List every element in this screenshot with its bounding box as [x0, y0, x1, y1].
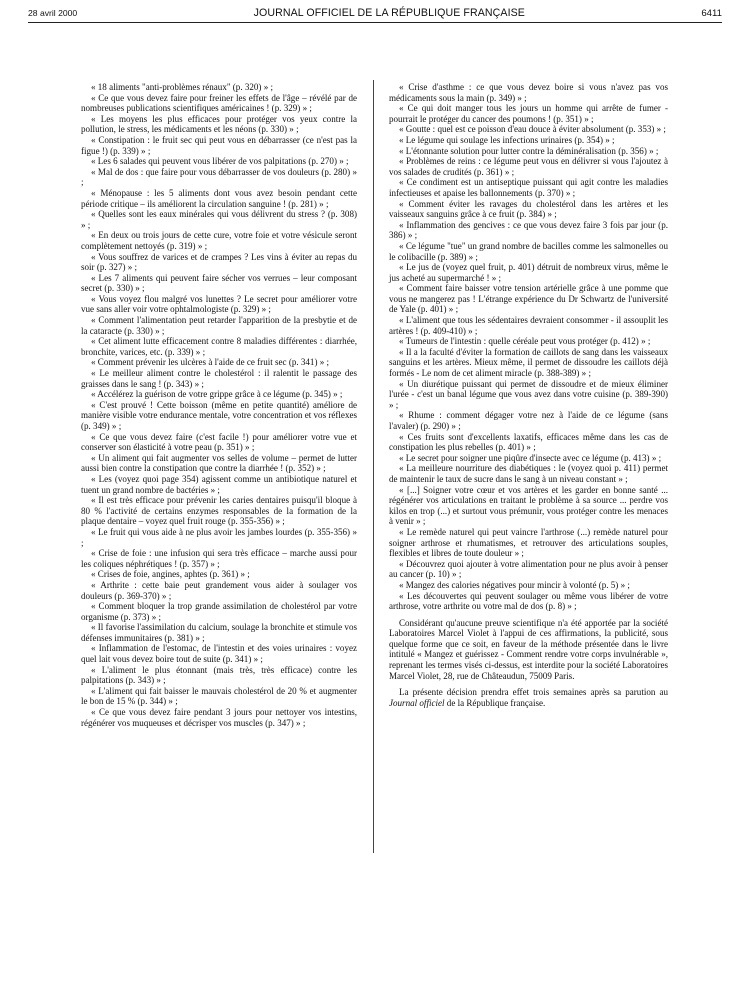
list-item: « Goutte : quel est ce poisson d'eau douce à éviter absolument (p. 353) » ;: [399, 124, 666, 135]
list-item: « Crise d'asthme : ce que vous devez boire si vous n'avez pas vos médicaments sous la main (p. 349) » ;: [389, 82, 668, 103]
list-item: « L'aliment qui fait baisser le mauvais cholestérol de 20 % et augmenter le bon de 15 % (p. 344) » ;: [81, 685, 357, 707]
journal-title: JOURNAL OFFICIEL DE LA RÉPUBLIQUE FRANÇAISE: [253, 7, 525, 19]
list-item: « Le meilleur aliment contre le cholestérol : il ralentit le passage des graisses dans le sang ! (p. 343) » ;: [81, 368, 357, 389]
list-item: « Comment faire baisser votre tension artérielle grâce à une pomme que vous ne mangerez pas ! L'étrange expérience du Dr Schwartz de l'université de Yale (p. 401) » ;: [389, 283, 668, 315]
list-item: « Ce condiment est un antiseptique puissant qui agit contre les maladies infectieuses et apaise les ballonnements (p. 370) » ;: [389, 177, 668, 198]
list-item: « Vous voyez flou malgré vos lunettes ? Le secret pour améliorer votre vue sans aller voir votre ophtalmologiste (p. 329) » ;: [81, 293, 357, 315]
list-item: « En deux ou trois jours de cette cure, votre foie et votre vésicule seront complètement nettoyés (p. 319) » ;: [81, 230, 357, 251]
list-item: « Le fruit qui vous aide à ne plus avoir les jambes lourdes (p. 355-356) » ;: [81, 526, 357, 548]
list-item: « Un aliment qui fait augmenter vos selles de volume – permet de lutter aussi bien contre la constipation que contre la diarrhée ! (p. 352) » ;: [81, 452, 357, 474]
list-item: « Ce légume "tue" un grand nombre de bacilles comme les salmonelles ou le colibacille (p. 389) » ;: [389, 240, 668, 262]
list-item: « Un diurétique puissant qui permet de dissoudre et de mieux éliminer l'urée - c'est un banal légume que vous avez dans votre cuisine (p. 389-390) » ;: [389, 378, 668, 410]
header-date: 28 avril 2000: [28, 8, 78, 18]
list-item: « C'est prouvé ! Cette boisson (même en petite quantité) améliore de manière visible votre endurance mentale, votre concentration et vos réflexes (p. 349) » ;: [81, 399, 357, 431]
list-item: « La meilleure nourriture des diabétiques : le (voyez quoi p. 411) permet de maintenir le taux de sucre dans le sang à un niveau constant » ;: [389, 463, 668, 484]
list-item: « Mal de dos : que faire pour vous débarrasser de vos douleurs (p. 280) » ;: [81, 166, 357, 188]
list-item: « Il favorise l'assimilation du calcium, soulage la bronchite et stimule vos défenses immunitaires (p. 381) » ;: [81, 622, 357, 643]
list-item: « Ce qui doit manger tous les jours un homme qui arrête de fumer - pourrait le protéger du cancer des poumons ! (p. 351) » ;: [389, 103, 668, 124]
list-item: « Les (voyez quoi page 354) agissent comme un antibiotique naturel et tuent un grand nombre de bactéries » ;: [81, 473, 357, 495]
list-item: « Ce que vous devez faire pour freiner les effets de l'âge – révélé par de nombreuses publications scientifiques américaines ! (p. 329) » ;: [81, 92, 357, 114]
list-item: « Découvrez quoi ajouter à votre alimentation pour ne plus avoir à penser au cancer (p. 10) » ;: [389, 558, 668, 580]
list-item: « Le légume qui soulage les infections urinaires (p. 354) » ;: [399, 134, 615, 145]
list-item: « Cet aliment lutte efficacement contre 8 maladies différentes : diarrhée, bronchite, varices, etc. (p. 339) » ;: [81, 336, 357, 357]
list-item: « Il a la faculté d'éviter la formation de caillots de sang dans les vaisseaux sanguins et les artères. Mieux même, il permet de dissoudre les caillots déjà formés - Le nom de cet aliment miracle (p. 388-389) » ;: [389, 346, 668, 379]
list-item: « Ménopause : les 5 aliments dont vous avez besoin pendant cette période critique – ils améliorent la circulation sanguine ! (p. 281) » ;: [81, 187, 357, 209]
list-item: « Comment bloquer la trop grande assimilation de cholestérol par votre organisme (p. 373) » ;: [81, 601, 357, 622]
list-item: « Les moyens les plus efficaces pour protéger vos yeux contre la pollution, le stress, les médicaments et les néons (p. 330) » ;: [81, 113, 357, 135]
column-divider: [373, 80, 374, 853]
list-item: « Arthrite : cette baie peut grandement vous aider à soulager vos douleurs (p. 369-370) » ;: [81, 579, 357, 601]
list-item: « Problèmes de reins : ce légume peut vous en délivrer si vous l'ajoutez à vos salades de crudités (p. 361) » ;: [389, 156, 668, 177]
list-item: « Comment éviter les ravages du cholestérol dans les artères et les vaisseaux sanguins grâce à ce fruit (p. 384) » ;: [389, 198, 668, 220]
list-item: « Tumeurs de l'intestin : quelle céréale peut vous protéger (p. 412) » ;: [399, 336, 651, 347]
list-item: « Accélérez la guérison de votre grippe grâce à ce légume (p. 345) » ;: [91, 389, 343, 400]
list-item: « Les 7 aliments qui peuvent faire sécher vos verrues – leur composant secret (p. 330) » ;: [81, 272, 357, 294]
list-item: « Comment prévenir les ulcères à l'aide de ce fruit sec (p. 341) » ;: [91, 357, 330, 368]
list-item: « Constipation : le fruit sec qui peut vous en débarrasser (ce n'est pas la figue !) (p. 339) » ;: [81, 134, 357, 156]
list-item: « L'étonnante solution pour lutter contre la déminéralisation (p. 356) » ;: [399, 145, 659, 156]
list-item: « Rhume : comment dégager votre nez à l'aide de ce légume (sans l'avaler) (p. 290) » ;: [389, 410, 668, 431]
list-item: « Le remède naturel qui peut vaincre l'arthrose (...) remède naturel pour soigner arthrose et rhumatismes, et retrouver des articulations souples, flexibles et libres de toute douleur » ;: [389, 526, 668, 559]
list-item: « Comment l'alimentation peut retarder l'apparition de la presbytie et de la cataracte (p. 330) » ;: [81, 315, 357, 336]
list-item: « L'aliment que tous les sédentaires devraient consommer - il assouplit les artères ! (p. 409-410) » ;: [389, 315, 668, 336]
list-item: « Ce que vous devez faire (c'est facile !) pour améliorer votre vue et conserver son élasticité à votre peau (p. 351) » ;: [81, 431, 357, 453]
list-item: « Vous souffrez de varices et de crampes ? Les vins à éviter au repas du soir (p. 327) » ;: [81, 251, 357, 273]
list-item: « Crises de foie, angines, aphtes (p. 361) » ;: [91, 569, 250, 580]
effective-date-paragraph: La présente décision prendra effet trois semaines après sa parution au Journal officiel de la République française.: [389, 687, 668, 708]
journal-officiel-reference: Journal officiel: [389, 697, 445, 708]
list-item: « Inflammation des gencives : ce que vous devez faire 3 fois par jour (p. 386) » ;: [389, 219, 668, 241]
list-item: « L'aliment le plus étonnant (mais très, très efficace) contre les palpitations (p. 343) » ;: [81, 664, 357, 686]
page-number: 6411: [701, 8, 722, 19]
list-item: « Les 6 salades qui peuvent vous libérer de vos palpitations (p. 270) » ;: [91, 156, 349, 167]
list-item: « Inflammation de l'estomac, de l'intestin et des voies urinaires : voyez quel lait vous devez boire tout de suite (p. 341) » ;: [81, 643, 357, 665]
list-item: « [...] Soigner votre cœur et vos artères et les garder en bonne santé ... régénérer vos articulations en traitant le problème à sa source ... perdre vos kilos en trop (...) et surtout vous prémunir, vous protéger contre les menaces à venir » ;: [389, 484, 668, 527]
list-item: « Le jus de (voyez quel fruit, p. 401) détruit de nombreux virus, même le jus acheté au supermarché ! » ;: [389, 262, 668, 283]
list-item: « Les découvertes qui peuvent soulager ou même vous libérer de votre arthrose, votre arthrite ou votre mal de dos (p. 8) » ;: [389, 590, 668, 612]
header-rule: [28, 22, 722, 23]
right-column: [389, 82, 668, 708]
list-item: « Il est très efficace pour prévenir les caries dentaires puisqu'il bloque à 80 % l'activité de certains enzymes responsables de la formation de la plaque dentaire – voyez quel fruit rouge (p. 355-356) » ;: [81, 495, 357, 527]
list-item: « Mangez des calories négatives pour mincir à volonté (p. 5) » ;: [399, 579, 630, 590]
list-item: « Le secret pour soigner une piqûre d'insecte avec ce légume (p. 413) » ;: [399, 452, 662, 463]
list-item: « Quelles sont les eaux minérales qui vous délivrent du stress ? (p. 308) » ;: [81, 209, 357, 230]
conclusion-paragraph: Considérant qu'aucune preuve scientifique n'a été apportée par la société Laboratoires Marcel Violet à l'appui de ces affirmations, la publicité, sous quelque forme que ce soit, en faveur de la méthode présentée dans le livre intitulé « Mangez et guérissez - Comment rendre votre corps invulnérable », reprenant les termes visés ci-dessus, est interdite pour la société Laboratoires Marcel Violet, 28, rue de Châteaudun, 75009 Paris.: [389, 617, 668, 681]
list-item: « Crise de foie : une infusion qui sera très efficace – marche aussi pour les coliques néphrétiques ! (p. 357) » ;: [81, 548, 357, 569]
left-column: [81, 82, 357, 728]
list-item: « Ce que vous devez faire pendant 3 jours pour nettoyer vos intestins, régénérer vos muqueuses et décrisper vos muscles (p. 347) » ;: [81, 707, 357, 728]
list-item: « Ces fruits sont d'excellents laxatifs, efficaces même dans les cas de constipation les plus rebelles (p. 401) » ;: [389, 431, 668, 453]
list-item: « 18 aliments "anti-problèmes rénaux" (p. 320) » ;: [91, 82, 273, 92]
